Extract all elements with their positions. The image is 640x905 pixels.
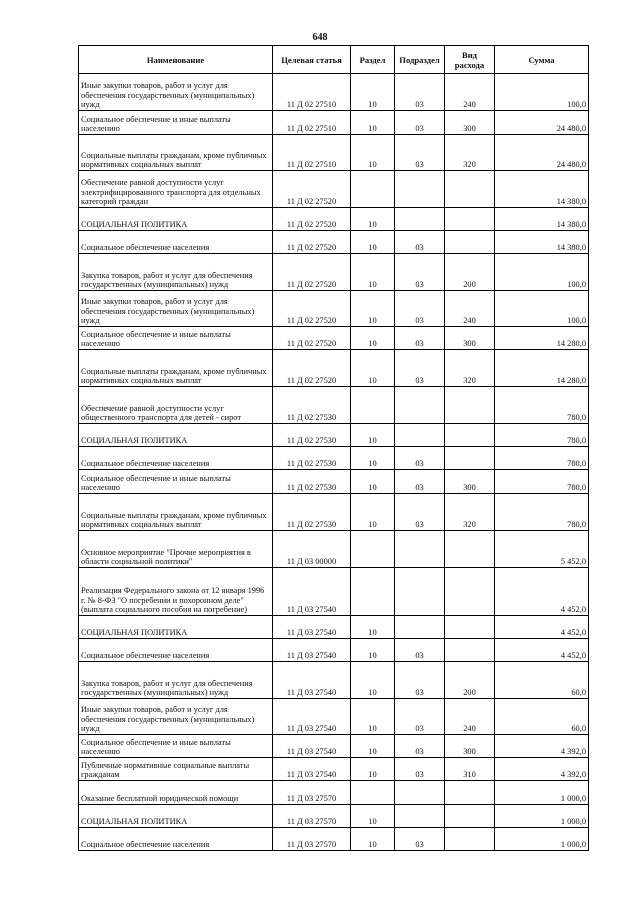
cell-expense-type: 200 [445,254,495,291]
cell-section [351,781,395,805]
header-target: Целевая статья [273,46,351,74]
cell-target: 11 Д 03 00000 [273,531,351,568]
cell-target: 11 Д 02 27520 [273,171,351,208]
cell-section: 10 [351,447,395,470]
table-row [79,781,589,805]
cell-target: 11 Д 02 27520 [273,327,351,350]
cell-amount: 5 452,0 [495,531,589,568]
table-row [79,231,589,254]
cell-expense-type: 240 [445,291,495,327]
cell-subsection: 03 [395,828,445,851]
cell-name: Социальное обеспечение и иные выплаты населению [79,735,273,758]
table-row [79,135,589,171]
cell-amount: 14 380,0 [495,231,589,254]
header-subsection: Подраздел [395,46,445,74]
table-row [79,254,589,291]
cell-amount: 14 280,0 [495,350,589,387]
cell-target: 11 Д 02 27510 [273,111,351,135]
cell-name: Основное мероприятие "Прочие мероприятия в области социальной политики" [79,531,273,568]
cell-section: 10 [351,494,395,531]
cell-subsection [395,424,445,447]
cell-amount: 100,0 [495,254,589,291]
cell-name: Социальные выплаты гражданам, кроме публичных нормативных социальных выплат [79,494,273,531]
table-row [79,470,589,494]
cell-name: Социальное обеспечение и иные выплаты населению [79,327,273,350]
cell-section: 10 [351,327,395,350]
cell-target: 11 Д 03 27540 [273,735,351,758]
cell-subsection: 03 [395,135,445,171]
cell-section: 10 [351,291,395,327]
cell-target: 11 Д 02 27530 [273,494,351,531]
cell-name: Обеспечение равной доступности услуг общественного транспорта для детей - сирот [79,387,273,424]
table-row [79,805,589,828]
header-section: Раздел [351,46,395,74]
cell-target: 11 Д 02 27510 [273,135,351,171]
cell-expense-type [445,171,495,208]
cell-name: Социальное обеспечение населения [79,231,273,254]
cell-amount: 4 452,0 [495,616,589,639]
header-name: Наименование [79,46,273,74]
table-row [79,699,589,735]
cell-section: 10 [351,470,395,494]
cell-target: 11 Д 02 27510 [273,74,351,111]
table-row [79,171,589,208]
cell-expense-type: 300 [445,327,495,350]
cell-target: 11 Д 03 27540 [273,639,351,662]
cell-amount: 100,0 [495,291,589,327]
cell-name: Иные закупки товаров, работ и услуг для обеспечения государственных (муниципальных) нужд [79,74,273,111]
cell-amount: 4 452,0 [495,568,589,616]
cell-subsection: 03 [395,254,445,291]
cell-name: Оказание бесплатной юридической помощи [79,781,273,805]
cell-section: 10 [351,424,395,447]
cell-expense-type [445,781,495,805]
table-row [79,639,589,662]
cell-name: Обеспечение равной доступности услуг электрифицированного транспорта для отдельных категорий граждан [79,171,273,208]
cell-expense-type: 240 [445,699,495,735]
cell-section: 10 [351,254,395,291]
cell-name: Социальные выплаты гражданам, кроме публичных нормативных социальных выплат [79,350,273,387]
cell-expense-type: 320 [445,135,495,171]
cell-name: Социальное обеспечение и иные выплаты населению [79,111,273,135]
cell-expense-type [445,531,495,568]
cell-subsection [395,171,445,208]
cell-subsection: 03 [395,758,445,781]
cell-expense-type [445,616,495,639]
cell-expense-type [445,828,495,851]
cell-expense-type: 200 [445,662,495,699]
cell-section: 10 [351,74,395,111]
table-row [79,74,589,111]
cell-section: 10 [351,208,395,231]
cell-amount: 60,0 [495,662,589,699]
cell-target: 11 Д 02 27530 [273,424,351,447]
cell-expense-type [445,424,495,447]
cell-target: 11 Д 02 27520 [273,350,351,387]
table-row [79,447,589,470]
cell-name: Реализация Федерального закона от 12 января 1996 г. № 8-ФЗ "О погребении и похоронном деле" (выплата социального пособия на погребение) [79,568,273,616]
cell-subsection [395,387,445,424]
cell-target: 11 Д 02 27530 [273,470,351,494]
cell-name: СОЦИАЛЬНАЯ ПОЛИТИКА [79,424,273,447]
cell-amount: 1 000,0 [495,781,589,805]
cell-target: 11 Д 02 27530 [273,447,351,470]
cell-subsection: 03 [395,494,445,531]
table-row [79,327,589,350]
cell-expense-type [445,231,495,254]
cell-section: 10 [351,639,395,662]
cell-subsection: 03 [395,470,445,494]
cell-subsection: 03 [395,639,445,662]
table-row [79,350,589,387]
cell-target: 11 Д 03 27540 [273,616,351,639]
cell-subsection: 03 [395,699,445,735]
cell-section: 10 [351,135,395,171]
cell-name: Социальное обеспечение населения [79,639,273,662]
table-row [79,735,589,758]
cell-subsection: 03 [395,74,445,111]
cell-subsection [395,208,445,231]
cell-expense-type: 300 [445,735,495,758]
cell-subsection [395,531,445,568]
cell-name: Социальное обеспечение и иные выплаты населению [79,470,273,494]
cell-target: 11 Д 03 27570 [273,781,351,805]
cell-name: Закупка товаров, работ и услуг для обеспечения государственных (муниципальных) нужд [79,662,273,699]
cell-section [351,387,395,424]
page-number: 648 [312,32,328,43]
cell-section [351,171,395,208]
cell-section: 10 [351,111,395,135]
cell-amount: 4 392,0 [495,758,589,781]
cell-expense-type [445,387,495,424]
cell-expense-type [445,208,495,231]
table-row [79,568,589,616]
cell-amount: 14 380,0 [495,171,589,208]
table-row [79,828,589,851]
cell-target: 11 Д 02 27530 [273,387,351,424]
cell-expense-type [445,568,495,616]
cell-section: 10 [351,616,395,639]
header-expense-type: Вид расхода [445,46,495,74]
header-amount: Сумма [495,46,589,74]
cell-subsection: 03 [395,111,445,135]
budget-table [78,45,589,851]
table-row [79,616,589,639]
cell-name: Социальные выплаты гражданам, кроме публичных нормативных социальных выплат [79,135,273,171]
cell-amount: 780,0 [495,447,589,470]
cell-section [351,531,395,568]
cell-subsection: 03 [395,447,445,470]
cell-subsection: 03 [395,735,445,758]
table-row [79,531,589,568]
cell-target: 11 Д 03 27540 [273,699,351,735]
cell-subsection: 03 [395,662,445,699]
cell-section: 10 [351,828,395,851]
cell-target: 11 Д 03 27540 [273,662,351,699]
cell-name: СОЦИАЛЬНАЯ ПОЛИТИКА [79,805,273,828]
cell-expense-type: 310 [445,758,495,781]
cell-name: СОЦИАЛЬНАЯ ПОЛИТИКА [79,616,273,639]
cell-subsection: 03 [395,327,445,350]
cell-amount: 60,0 [495,699,589,735]
cell-subsection: 03 [395,350,445,387]
cell-expense-type: 300 [445,111,495,135]
cell-section: 10 [351,699,395,735]
cell-target: 11 Д 02 27520 [273,208,351,231]
table-row [79,111,589,135]
cell-amount: 1 000,0 [495,828,589,851]
cell-section: 10 [351,350,395,387]
cell-name: СОЦИАЛЬНАЯ ПОЛИТИКА [79,208,273,231]
cell-target: 11 Д 03 27540 [273,568,351,616]
cell-amount: 24 480,0 [495,111,589,135]
table-row [79,758,589,781]
cell-subsection [395,805,445,828]
cell-section: 10 [351,805,395,828]
cell-section: 10 [351,735,395,758]
cell-subsection [395,616,445,639]
cell-expense-type: 320 [445,494,495,531]
cell-name: Социальное обеспечение населения [79,447,273,470]
cell-name: Закупка товаров, работ и услуг для обеспечения государственных (муниципальных) нужд [79,254,273,291]
cell-expense-type: 240 [445,74,495,111]
cell-expense-type: 300 [445,470,495,494]
cell-amount: 780,0 [495,470,589,494]
cell-section [351,568,395,616]
cell-name: Иные закупки товаров, работ и услуг для обеспечения государственных (муниципальных) нужд [79,699,273,735]
cell-subsection [395,568,445,616]
table-row [79,494,589,531]
cell-amount: 780,0 [495,494,589,531]
cell-amount: 100,0 [495,74,589,111]
cell-section: 10 [351,231,395,254]
cell-expense-type [445,639,495,662]
cell-amount: 780,0 [495,424,589,447]
cell-target: 11 Д 03 27540 [273,758,351,781]
cell-target: 11 Д 03 27570 [273,805,351,828]
table-row [79,424,589,447]
cell-target: 11 Д 02 27520 [273,291,351,327]
cell-amount: 24 480,0 [495,135,589,171]
cell-amount: 4 452,0 [495,639,589,662]
cell-subsection: 03 [395,231,445,254]
cell-amount: 780,0 [495,387,589,424]
cell-target: 11 Д 02 27520 [273,231,351,254]
table-row [79,208,589,231]
cell-target: 11 Д 03 27570 [273,828,351,851]
cell-amount: 4 392,0 [495,735,589,758]
table-row [79,662,589,699]
cell-amount: 1 000,0 [495,805,589,828]
cell-name: Публичные нормативные социальные выплаты гражданам [79,758,273,781]
cell-amount: 14 280,0 [495,327,589,350]
cell-name: Социальное обеспечение населения [79,828,273,851]
cell-expense-type: 320 [445,350,495,387]
cell-expense-type [445,805,495,828]
table-row [79,387,589,424]
table-row [79,291,589,327]
cell-subsection [395,781,445,805]
cell-section: 10 [351,662,395,699]
cell-target: 11 Д 02 27520 [273,254,351,291]
cell-section: 10 [351,758,395,781]
cell-subsection: 03 [395,291,445,327]
cell-expense-type [445,447,495,470]
cell-amount: 14 380,0 [495,208,589,231]
cell-name: Иные закупки товаров, работ и услуг для обеспечения государственных (муниципальных) нужд [79,291,273,327]
table-header-row [79,46,589,74]
